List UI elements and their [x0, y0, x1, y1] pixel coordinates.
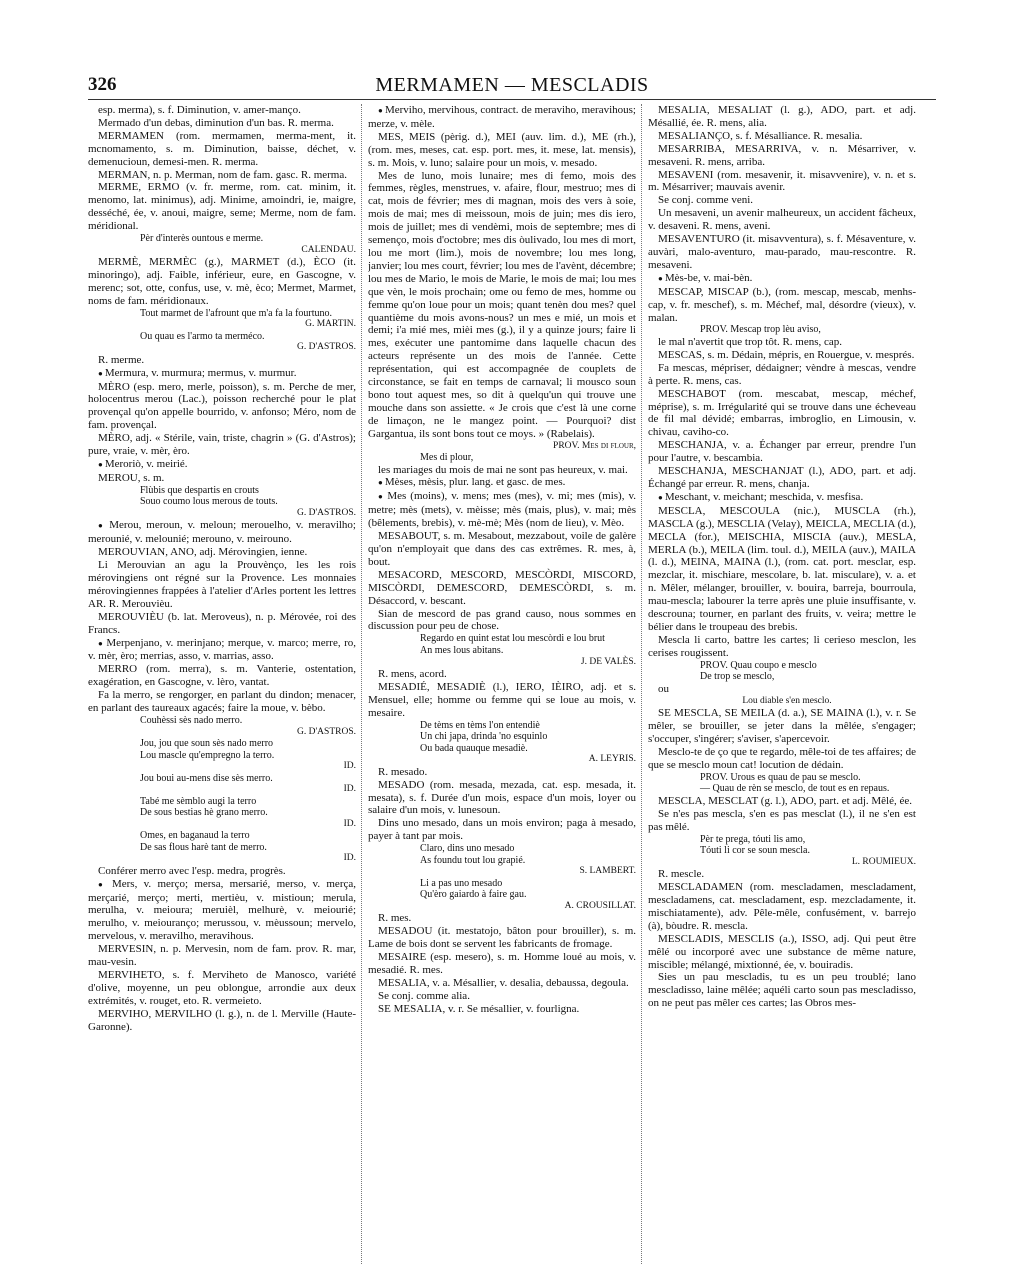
entry-paragraph: MERMAN, n. p. Merman, nom de fam. gasc. R. merma. [98, 168, 347, 181]
verse-line: Flùbis que despartis en crouts [140, 484, 259, 496]
entry-paragraph: MEROUVIÈU (b. lat. Meroveus), n. p. Mérovée, roi des Francs. [88, 610, 356, 636]
entry-paragraph: R. mescle. [658, 868, 705, 881]
verse-line: Tout marmet de l'afrount que m'a fa la fourtuno. [140, 307, 333, 319]
citation-source: CALENDAU. [301, 244, 356, 255]
entry-paragraph: Se n'es pas mescla, s'en es pas mesclat (l.), il ne s'en est pas mêlé. [648, 807, 916, 833]
verse-line: Ou quau es l'armo ta merméco. [140, 330, 265, 342]
entry-paragraph: MESCAP, MISCAP (b.), (rom. mescap, mescab, menhs-cap, v. fr. meschef), s. m. Méchef, mal, désordre (vieux), v. malan. [648, 285, 916, 324]
verse-line: Claro, dins uno mesado [420, 843, 515, 855]
verse-line: Tóuti li cor se soun mescla. [700, 845, 810, 857]
entry-paragraph: MESABOUT, s. m. Mesabout, mezzabout, voile de galère qu'on n'employait que dans des cas extrêmes. R. mes, à, bout. [368, 530, 636, 568]
column-middle [368, 104, 636, 1274]
entry-paragraph: Sies un pau mescladis, tu es un peu troublé; lano mescladisso, laine mêlée; aquéli carto soun pas mescladisso, on ne peut pas mêler ces cartes; las Obros mes- [648, 971, 916, 1010]
entry-paragraph: R. merme. [98, 353, 145, 366]
entry-paragraph: MESALIA, MESALIAT (l. g.), ADO, part. et adj. Mésallié, ée. R. mens, alia. [648, 104, 916, 129]
citation-source: ID. [343, 818, 356, 829]
entry-paragraph: MESALIANÇO, s. f. Mésalliance. R. mesalia. [658, 129, 863, 142]
verse-line: Li a pas uno mesado [420, 877, 503, 889]
entry-paragraph: esp. merma), s. f. Diminution, v. amer-manço. [98, 104, 301, 116]
verse-line: Qu'èro gaiardo à faire gau. [420, 889, 527, 901]
entry-paragraph: MESADO (rom. mesada, mezada, cat. esp. mesada, it. mesata), s. f. Durée d'un mois, espace d'un mois, loyer ou salaire d'un mois, v. lunesoun. [368, 778, 636, 817]
entry-paragraph: Mermado d'un debas, diminution d'un bas. R. merma. [98, 116, 334, 129]
entry-paragraph: R. mens, acord. [378, 667, 447, 680]
entry-paragraph: MESCHANJA, MESCHANJAT (l.), ADO, part. et adj. Échangé par erreur. R. mens, chanja. [648, 465, 916, 490]
entry-paragraph: MERVESIN, n. p. Mervesin, nom de fam. prov. R. mar, mau-vesin. [88, 943, 356, 969]
entry-paragraph: MEROUVIAN, ANO, adj. Mérovingien, ienne. [98, 546, 308, 559]
verse-line: Jou boui au-mens dise sès merro. [140, 772, 273, 784]
verse-line: Pèr te prega, tóuti lis amo, [700, 833, 806, 845]
entry-paragraph: SE MESALIA, v. r. Se mésallier, v. fourligna. [378, 1002, 580, 1015]
entry-paragraph: SE MESCLA, SE MEILA (d. a.), SE MAINA (l.), v. r. Se mêler, se brouiller, se jeter dans la mêlée, s'engager; s'occuper, s'ingérer; s'aviser, s'apercevoir. [648, 707, 916, 745]
verse-line: As foundu tout lou grapié. [420, 854, 526, 866]
verse-line: Souo coumo lous merous de touts. [140, 496, 278, 508]
citation-source: A. CROUSILLAT. [564, 900, 636, 911]
cross-reference-entry: ● Mèses, mèsis, plur. lang. et gasc. de mes. [368, 476, 636, 490]
citation-source: S. LAMBERT. [579, 866, 636, 877]
entry-paragraph: MESAVENI (rom. mesavenir, it. misavvenire), v. n. et s. m. Mésarriver; mauvais avenir. [648, 168, 916, 194]
cross-reference-entry: ● Meroriò, v. meirié. [88, 458, 356, 472]
entry-paragraph: R. mes. [378, 912, 412, 925]
citation-source: J. DE VALÈS. [580, 656, 636, 667]
entry-paragraph: Sian de mescord de pas grand causo, nous sommes en discussion pour peu de chose. [368, 607, 636, 633]
entry-paragraph: MESCLA, MESCLAT (g. l.), ADO, part. et adj. Mêlé, ée. [658, 794, 912, 807]
entry-paragraph: Se conj. comme alia. [378, 989, 470, 1002]
verse-line: Mes di plour, [420, 451, 474, 463]
entry-paragraph: MES, MEIS (pèrig. d.), MEI (auv. lim. d.), ME (rh.), (rom. mes, meses, cat. esp. port. mes, it. mese, lat. mensis), s. m. Mois, v. luno; salaire pour un mois, v. mesado. [368, 130, 636, 169]
verse-line: Lou mascle qu'empregno la terro. [140, 749, 275, 761]
verse-line: PROV. Urous es quau de pau se mesclo. [700, 771, 861, 783]
entry-paragraph: Se conj. comme veni. [658, 194, 754, 207]
entry-paragraph: MESCHABOT (rom. mescabat, mescap, méchef, méprise), s. m. Irrégularité qui se trouve dans une écheveau de fil mal dévidé; embarras, imbroglio, en Limousin, v. chivau, caviho-co. [648, 387, 916, 439]
entry-paragraph: MESAIRE (esp. mesero), s. m. Homme loué au mois, v. mesadié. R. mes. [368, 951, 636, 976]
verse-line: Ou bada quauque mesadiè. [420, 742, 528, 754]
verse-line: — Quau de rèn se mesclo, de tout es en repaus. [700, 783, 890, 795]
citation-source: ID. [343, 853, 356, 864]
entry-paragraph: MESACORD, MESCORD, MESCÒRDI, MISCORD, MISCÒRDI, DEMESCORD, DEMESCÒRDI, s. m. Désaccord, v. bescant. [368, 568, 636, 607]
citation-source: G. D'ASTROS. [297, 507, 356, 518]
entry-paragraph: ou [658, 682, 669, 695]
cross-reference-entry: ● Mermura, v. murmura; mermus, v. murmur. [88, 367, 356, 381]
entry-paragraph: MERRO (rom. merra), s. m. Vanterie, ostentation, exagération, en Gascogne, v. lèro, vantat. [88, 663, 356, 689]
verse-line: Regardo en quint estat lou mescòrdi e lou brut [420, 633, 605, 645]
verse-line: PROV. Mescap trop lèu aviso, [700, 324, 821, 336]
entry-paragraph: MESADOU (it. mestatojo, bâton pour brouiller), s. m. Lame de bois dont se servent les fabricants de fromage. [368, 925, 636, 951]
entry-paragraph: MÈRO, adj. « Stérile, vain, triste, chagrin » (G. d'Astros); pure, vraie, v. mèr, èro. [88, 432, 356, 458]
entry-paragraph: MEROU, s. m. [98, 471, 165, 484]
citation-source: PROV. Mes di flour, [553, 440, 636, 451]
verse-line: Pèr d'interès ountous e merme. [140, 233, 264, 245]
entry-paragraph: MÈRO (esp. mero, merle, poisson), s. m. Perche de mer, holocentrus merou (Lac.), poisson recherché pour le plat provençal qu'on appelle bourrido, v. anfonso; Méro, nom de fam. provençal. [88, 380, 356, 432]
cross-reference-entry: ● Meschant, v. meichant; meschida, v. mesfisa. [648, 491, 916, 505]
verse-line: Un chi japa, drinda 'no esquinlo [420, 731, 548, 743]
verse-line: De sas flous harè tant de merro. [140, 841, 267, 853]
citation-source: ID. [343, 761, 356, 772]
citation-source: ID. [343, 784, 356, 795]
running-title: MERMAMEN — MESCLADIS [375, 74, 649, 96]
entry-paragraph: MESADIÉ, MESADIÈ (l.), IERO, IÈIRO, adj. et s. Mensuel, elle; homme ou femme qui se loue au mois, v. mesaire. [368, 680, 636, 719]
header-rule [88, 99, 936, 100]
entry-paragraph: Mescla li carto, battre les cartes; li cerieso mesclon, les cerises rougissent. [648, 633, 916, 659]
cross-reference-entry: ● Mes (moins), v. mens; mes (mes), v. mi; mes (mis), v. metre; mès (mets), v. mèisse; mès (mais, plus), v. mai; mès (bêlements, brebis), v. mè-mè; Mès (nom de lieu), v. Mèo. [368, 490, 636, 530]
entry-paragraph: Dins uno mesado, dans un mois environ; paga à mesado, payer à tant par mois. [368, 817, 636, 843]
entry-paragraph: Fa mescas, mépriser, dédaigner; vèndre à mescas, vendre à perte. R. mens, cas. [648, 361, 916, 387]
entry-paragraph: MERVIHETO, s. f. Merviheto de Manosco, variété d'olive, moyenne, un peu oblongue, arrondie aux deux extrémités, v. rouget, eto. R. vermeieto. [88, 968, 356, 1007]
entry-paragraph: les mariages du mois de mai ne sont pas heureux, v. mai. [378, 463, 628, 476]
verse-line: Tabé me sèmblo augi la terro [140, 795, 257, 807]
citation-source: L. ROUMIEUX. [851, 856, 916, 867]
page-number: 326 [88, 74, 117, 95]
entry-paragraph: MERVIHO, MERVILHO (l. g.), n. de l. Merville (Haute-Garonne). [88, 1007, 356, 1033]
column-left [88, 104, 356, 1274]
entry-paragraph: MESAVENTURO (it. misavventura), s. f. Mésaventure, v. auvàri, malo-aventuro, mau-parado, mau-rescontre. R. mesaveni. [648, 233, 916, 271]
entry-paragraph: MESALIA, v. a. Mésallier, v. desalia, debaussa, degoula. [378, 976, 629, 989]
entry-paragraph: MESCLADAMEN (rom. mescladamen, mescladament, mescladamens, cat. mescladament, esp. mezcladamente, it. mischiatamente), adv. Pêle-mêle, confusément, v. barrejo (à), bòudre. R. mescla. [648, 881, 916, 932]
verse-line: Omes, en baganaud la terro [140, 830, 250, 842]
entry-paragraph: MESCAS, s. m. Dédain, mépris, en Rouergue, v. mesprés. [658, 348, 915, 361]
column-separator [641, 104, 642, 1264]
centered-line: Lou diable s'en mesclo. [742, 695, 832, 706]
entry-paragraph: MESCLADIS, MESCLIS (a.), ISSO, adj. Qui peut être mêlé ou incorporé avec une substance de même nature, miscible; mélangé, mixtionné, ée, v. bouiradis. [648, 932, 916, 971]
entry-paragraph: Mes de luno, mois lunaire; mes di femo, mois des femmes, règles, menstrues, v. afaire, flour, mestruo; mes di cat, mois de février; mes di magnan, mois des vers à soie, mois de mai; mes di meissoun, mois de juin; mes dis iero, mois de juillet; mes di vendèmi, mois de septembre; mes di semenço, mois d'octobre; mes dis òulivado, lou mes di mort, lou me mort (lim.), mois de novembre; lou mes long, janvier; lou mes court, février; lou mes de l'avènt, décembre; lou mes de Mario, le mois de Marie, le mois de mai; lou mes que vèn, le mois prochain; ome ou femo de mes, homme ou femme qu'on loue pour un mois; quant tenèn dou mes? quel quantième du mois avons-nous? un mes e mié, un mois et demi; i'a mié mes, mièi mes (g.), il y a quinze jours; faire li mes, exécuter une pantomime dans laquelle chacun des acteurs représente un des mois de l'année. Cette représentation, qui est accompagnée de couplets de circonstance, se fait en temps de carnaval; li mousco soun bono tout aquest mes, so dit à quelqu'un qui trouve une mouche dans son assiette. « Je crois que c'est là une corne de limaçon, ne le mangez point. — Pourquoi? dist Gargantua, ils sont bons tout ce moys. » (Rabelais). [368, 169, 636, 440]
entry-paragraph: le mal n'avertit que trop tôt. R. mens, cap. [658, 336, 843, 348]
column-right [648, 104, 916, 1274]
entry-paragraph: Conférer merro avec l'esp. medra, progrès. [98, 864, 286, 877]
verse-line: Couhèssi sès nado merro. [140, 714, 243, 726]
verse-line: An mes lous abitans. [420, 644, 504, 656]
citation-source: G. D'ASTROS. [297, 342, 356, 353]
verse-line: De trop se mesclo, [700, 671, 775, 683]
verse-line: De tèms en tèms l'on entendiè [420, 719, 540, 731]
verse-line: PROV. Quau coupo e mesclo [700, 659, 817, 671]
entry-paragraph: MESARRIBA, MESARRIVA, v. n. Mésarriver, v. mesaveni. R. mens, arriba. [648, 142, 916, 168]
page-header [88, 74, 936, 100]
entry-paragraph: Fa la merro, se rengorger, en parlant du dindon; menacer, en parlant des taureaux agacés; faire la moue, v. bèbo. [88, 689, 356, 715]
entry-paragraph: R. mesado. [378, 765, 428, 778]
cross-reference-entry: ● Merou, meroun, v. meloun; merouelho, v. meravilho; merounié, v. melounié; merouno, v. meirouno. [88, 519, 356, 546]
entry-paragraph: MERMÈ, MERMÈC (g.), MARMET (d.), ÈCO (it. minoringo), adj. Faible, inférieur, eure, en Gascogne, v. merenc; sot, otte, confus, use, v. mè, èco; Mermet, Marmet, noms de fam. méridionaux. [88, 256, 356, 307]
verse-line: De sous bestias hè grano merro. [140, 807, 268, 819]
cross-reference-entry: ● Mès-be, v. mai-bèn. [648, 272, 916, 286]
entry-paragraph: Mesclo-te de ço que te regardo, mêle-toi de tes affaires; de que se mesclo moun cat! locution de dédain. [648, 745, 916, 771]
citation-source: G. MARTIN. [305, 319, 356, 330]
entry-paragraph: MERMAMEN (rom. mermamen, merma-ment, it. mcnomamento, s. m. Diminution, baisse, déchet, v. demenucioun, demesi-men. R. merma. [88, 129, 356, 168]
entry-paragraph: Li Merouvian an agu la Prouvènço, les les rois mérovingiens ont régné sur la Provence. Les monnaies mérovingiennes frappées à l'atelier d'Arles portent les lettres AR. R. Merouvièu. [88, 559, 356, 610]
entry-paragraph: MESCLA, MESCOULA (nic.), MUSCLA (rh.), MASCLA (g.), MESCLIA (Velay), MEICLA, MECLIA (d.), MECLA (for.), MEISCHIA, MISCIA (auv.), MESLA, MERLA (b.), MEILA (lim. toul. d.), MEILA (auv.), MAILA (l. d.), MEINA, MAINA (l.), (rom. cat. port. mesclar, esp. mezclar, it. mischiare, mescolare, b. lat. misculare), v. a. et n. Mêler, mélanger, brouiller, v. bouira, barreja, bourroula, mau-mescla; labourer la terre après une pluie insuffisante, v. descrouna; tourner, en parlant des fruits, v. veira; mettre le bélier dans le troupeau des brebis. [648, 504, 916, 633]
entry-paragraph: MESCHANJA, v. a. Échanger par erreur, prendre l'un pour l'autre, v. bescambia. [648, 439, 916, 465]
cross-reference-entry: ● Mers, v. merço; mersa, mersarié, merso, v. merça, merçarié, merço; merti, mertièu, v. mistioun; merula, merulha, v. meioura; meruièl, melhurè, v. meiourié; merulho, v. meiouranço; merussou, v. mèussoun; mervelo, mervelous, v. meravilho, meravihous. [88, 878, 356, 944]
cross-reference-entry: ● Merviho, mervihous, contract. de meraviho, meravihous; merze, v. mèle. [368, 104, 636, 131]
citation-source: A. LEYRIS. [588, 754, 636, 765]
entry-paragraph: Un mesaveni, un avenir malheureux, un accident fâcheux, v. desaveni. R. mens, aveni. [648, 207, 916, 233]
citation-source: G. D'ASTROS. [297, 726, 356, 737]
entry-paragraph: MERME, ERMO (v. fr. merme, rom. cat. minim, it. menomo, lat. minimus), adj. Minime, amoindri, ie, maigre, desséché, ée, v. anoui, maigre, seme; Merme, nom de fam. méridional. [88, 181, 356, 233]
cross-reference-entry: ● Merpenjano, v. merinjano; merque, v. marco; merre, ro, v. mèr, èro; merrias, asso, v. marrias, asso. [88, 637, 356, 664]
column-separator [361, 104, 362, 1264]
verse-line: Jou, jou que soun sès nado merro [140, 737, 274, 749]
